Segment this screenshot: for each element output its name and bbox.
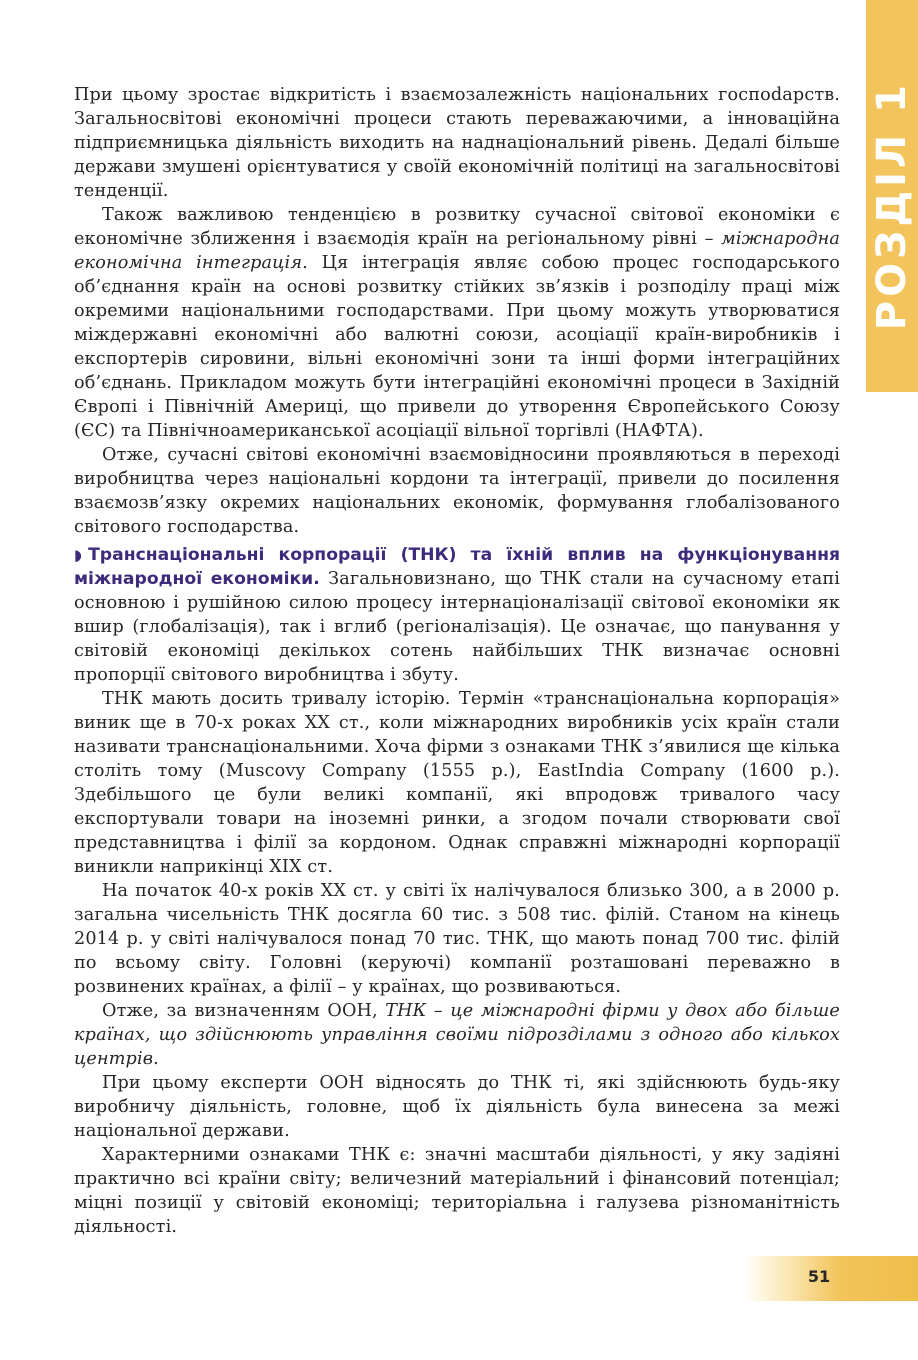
section-heading-body: Загальновизнано, що ТНК стали на сучасному етапі основною і рушійною силою процесу інтернаціоналізації світової економіки як вшир (глобалізація), так і вглиб (регіоналізація). Це означає, що панування у світовій економіці декількох сотень найбільших ТНК визначає основні пропорції світового виробництва і збуту. (74, 569, 840, 685)
paragraph-5: ТНК мають досить тривалу історію. Термін «транснаціональна корпорація» виник ще в 70-х роках XX ст., коли міжнародних виробників усіх країн стали називати транснаціональними. Хоча фірми з ознаками ТНК з’явилися ще кілька століть тому (Muscovy Company (1555 р.), EastIndia Company (1600 р.). Здебільшого це були великі компанії, які впродовж тривалого часу експортували товари на іноземні ринки, а згодом почали створювати свої представництва і філії за кордоном. Однак справжні міжнародні корпорації виникли наприкінці XIX ст. (74, 689, 840, 877)
paragraph-1: При цьому зростає відкритість і взаємозалежність національних госпоdарств. Загальносвітові економічні процеси стають переважаючими, а інноваційна підприємницька діяльність виходить на наднаціональний рівень. Дедалі більше держави змушені орієнтуватися у своїй економічній політиці на загальносвітові тенденції. (74, 85, 840, 201)
section-heading: Транснаціональні корпорації (ТНК) та їхній вплив на функціонування міжнародної економіки. (74, 545, 840, 589)
paragraph-2-text-a: Також важливою тенденцією в розвитку сучасної світової економіки є економічне зближення і взаємодія країн на регіональному рівні – (74, 205, 840, 249)
paragraph-7 (74, 999, 840, 1071)
page-body (74, 83, 840, 1239)
paragraph-6: На початок 40-х років XX ст. у світі їх налічувалося близько 300, а в 2000 р. загальна чисельність ТНК досягла 60 тис. з 508 тис. філій. Станом на кінець 2014 р. у світі налічувалося понад 70 тис. ТНК, що мають понад 700 тис. філій по всьому світу. Головні (керуючі) компанії розташовані переважно в розвинених країнах, а філії – у країнах, що розвиваються. (74, 881, 840, 997)
paragraph-7-text: Отже, за визначенням ООН, (102, 1001, 386, 1021)
paragraph-3: Отже, сучасні світові економічні взаємовідносини проявляються в переході виробництва через національні кордони та інтеграції, привели до посилення взаємозв’язку окремих національних економік, формування глобалізованого світового господарства. (74, 445, 840, 537)
chapter-label (866, 81, 918, 331)
section-paragraph-tnc (74, 543, 840, 687)
tnc-definition: ТНК – це міжнародні фірми у двох або більше країнах, що здійснюють управління своїми підрозділами з одного або кількох центрів. (74, 1001, 840, 1069)
paragraph-8: При цьому експерти ООН відносять до ТНК ті, які здійснюють будь-яку виробничу діяльність, головне, щоб їх діяльність була винесена за межі національної держави. (74, 1073, 840, 1141)
paragraph-2 (74, 203, 840, 443)
chapter-label-text: РОЗДІЛ 1 (869, 81, 915, 331)
paragraph-2-text-b: . Ця інтеграція являє собою процес господарського об’єднання країн на основі розвитку стійких зв’язків і розподілу праці між окремими національними господарствами. При цьому можуть утворюватися міждержавні економічні або валютні союзи, асоціації країн-виробників і експортерів сировини, вільні економічні зони та інші форми інтеграційних об’єднань. Прикладом можуть бути інтеграційні економічні процеси в Західній Європі і Північній Америці, що привели до утворення Європейського Союзу (ЄС) та Північноамериканської асоціації вільної торгівлі (НАФТА). (74, 253, 840, 441)
paragraph-2-emphasis: міжнародна економічна інтеграція (74, 229, 840, 273)
page-number: 51 (807, 1267, 831, 1286)
paragraph-9: Характерними ознаками ТНК є: значні масштаби діяльності, у яку задіяні практично всі країни світу; величезний матеріальний і фінансовий потенціал; міцні позиції у світовій економіці; територіальна і галузева різноманітність діяльності. (74, 1145, 840, 1237)
section-arrow-icon: ◗ (74, 546, 83, 564)
